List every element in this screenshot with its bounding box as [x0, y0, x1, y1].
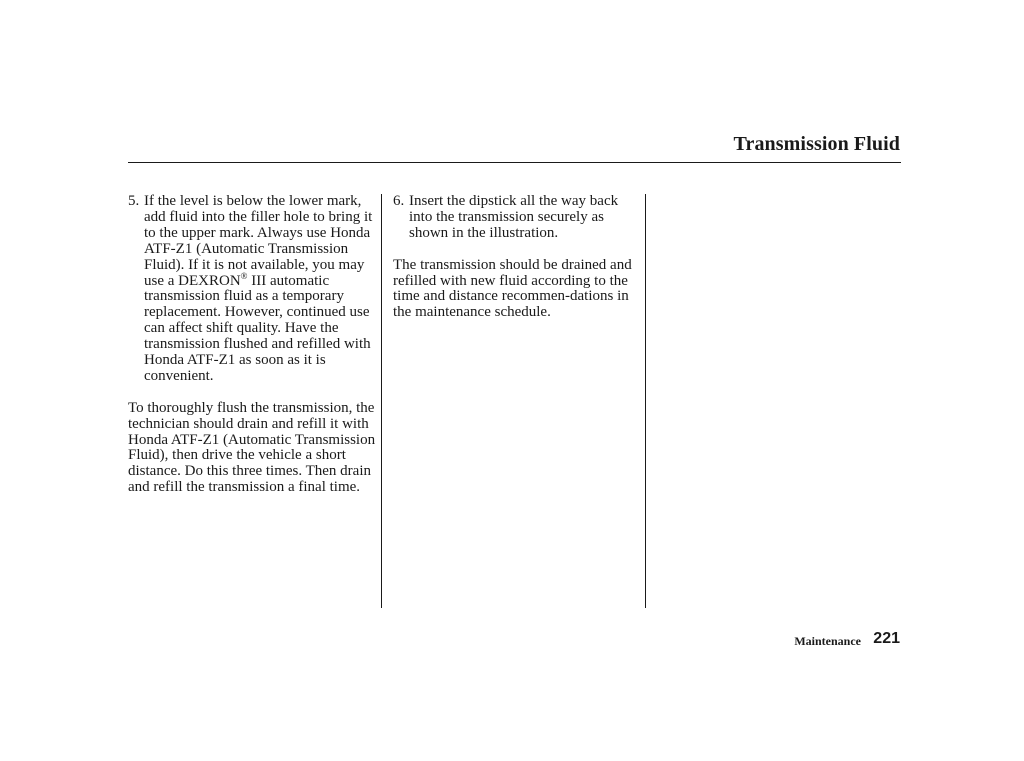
- column-divider-2: [645, 194, 646, 608]
- step-6-text: Insert the dipstick all the way back into the transmission securely as shown in the illustration.: [409, 193, 619, 241]
- step-5-text: [144, 194, 378, 385]
- footer-section-label: Maintenance: [794, 634, 861, 648]
- flush-paragraph: To thoroughly flush the transmission, the technician should drain and refill it with Honda ATF-Z1 (Automatic Transmission Fluid), then drive the vehicle a short distance. Do this three times. Then drain and refill the transmission a final time.: [128, 399, 376, 496]
- page-title: Transmission Fluid: [733, 133, 900, 155]
- step-5-text-part1: If the level is below the lower mark, add fluid into the filler hole to bring it to the upper mark. Always use Honda ATF-Z1 (Automatic Transmission Fluid). If it is not available, you may use a DEXRON: [144, 193, 373, 289]
- step-5-number: 5.: [128, 193, 140, 209]
- registered-mark: ®: [240, 270, 248, 281]
- step-5-text-part2: III automatic transmission fluid as a temporary replacement. However, continued use can affect shift quality. Have the transmission flushed and refilled with Honda ATF-Z1 as soon as it is convenient.: [144, 272, 371, 384]
- step-5: [128, 194, 378, 385]
- page-number: 221: [873, 630, 900, 647]
- drain-paragraph: The transmission should be drained and refilled with new fluid according to the time and distance recommen-dations in the maintenance schedule.: [393, 256, 632, 321]
- step-6-number: 6.: [393, 193, 405, 209]
- left-column: [128, 194, 378, 496]
- title-rule: [128, 162, 901, 163]
- step-6: [393, 194, 641, 242]
- middle-column: [393, 194, 641, 321]
- column-divider-1: [381, 194, 382, 608]
